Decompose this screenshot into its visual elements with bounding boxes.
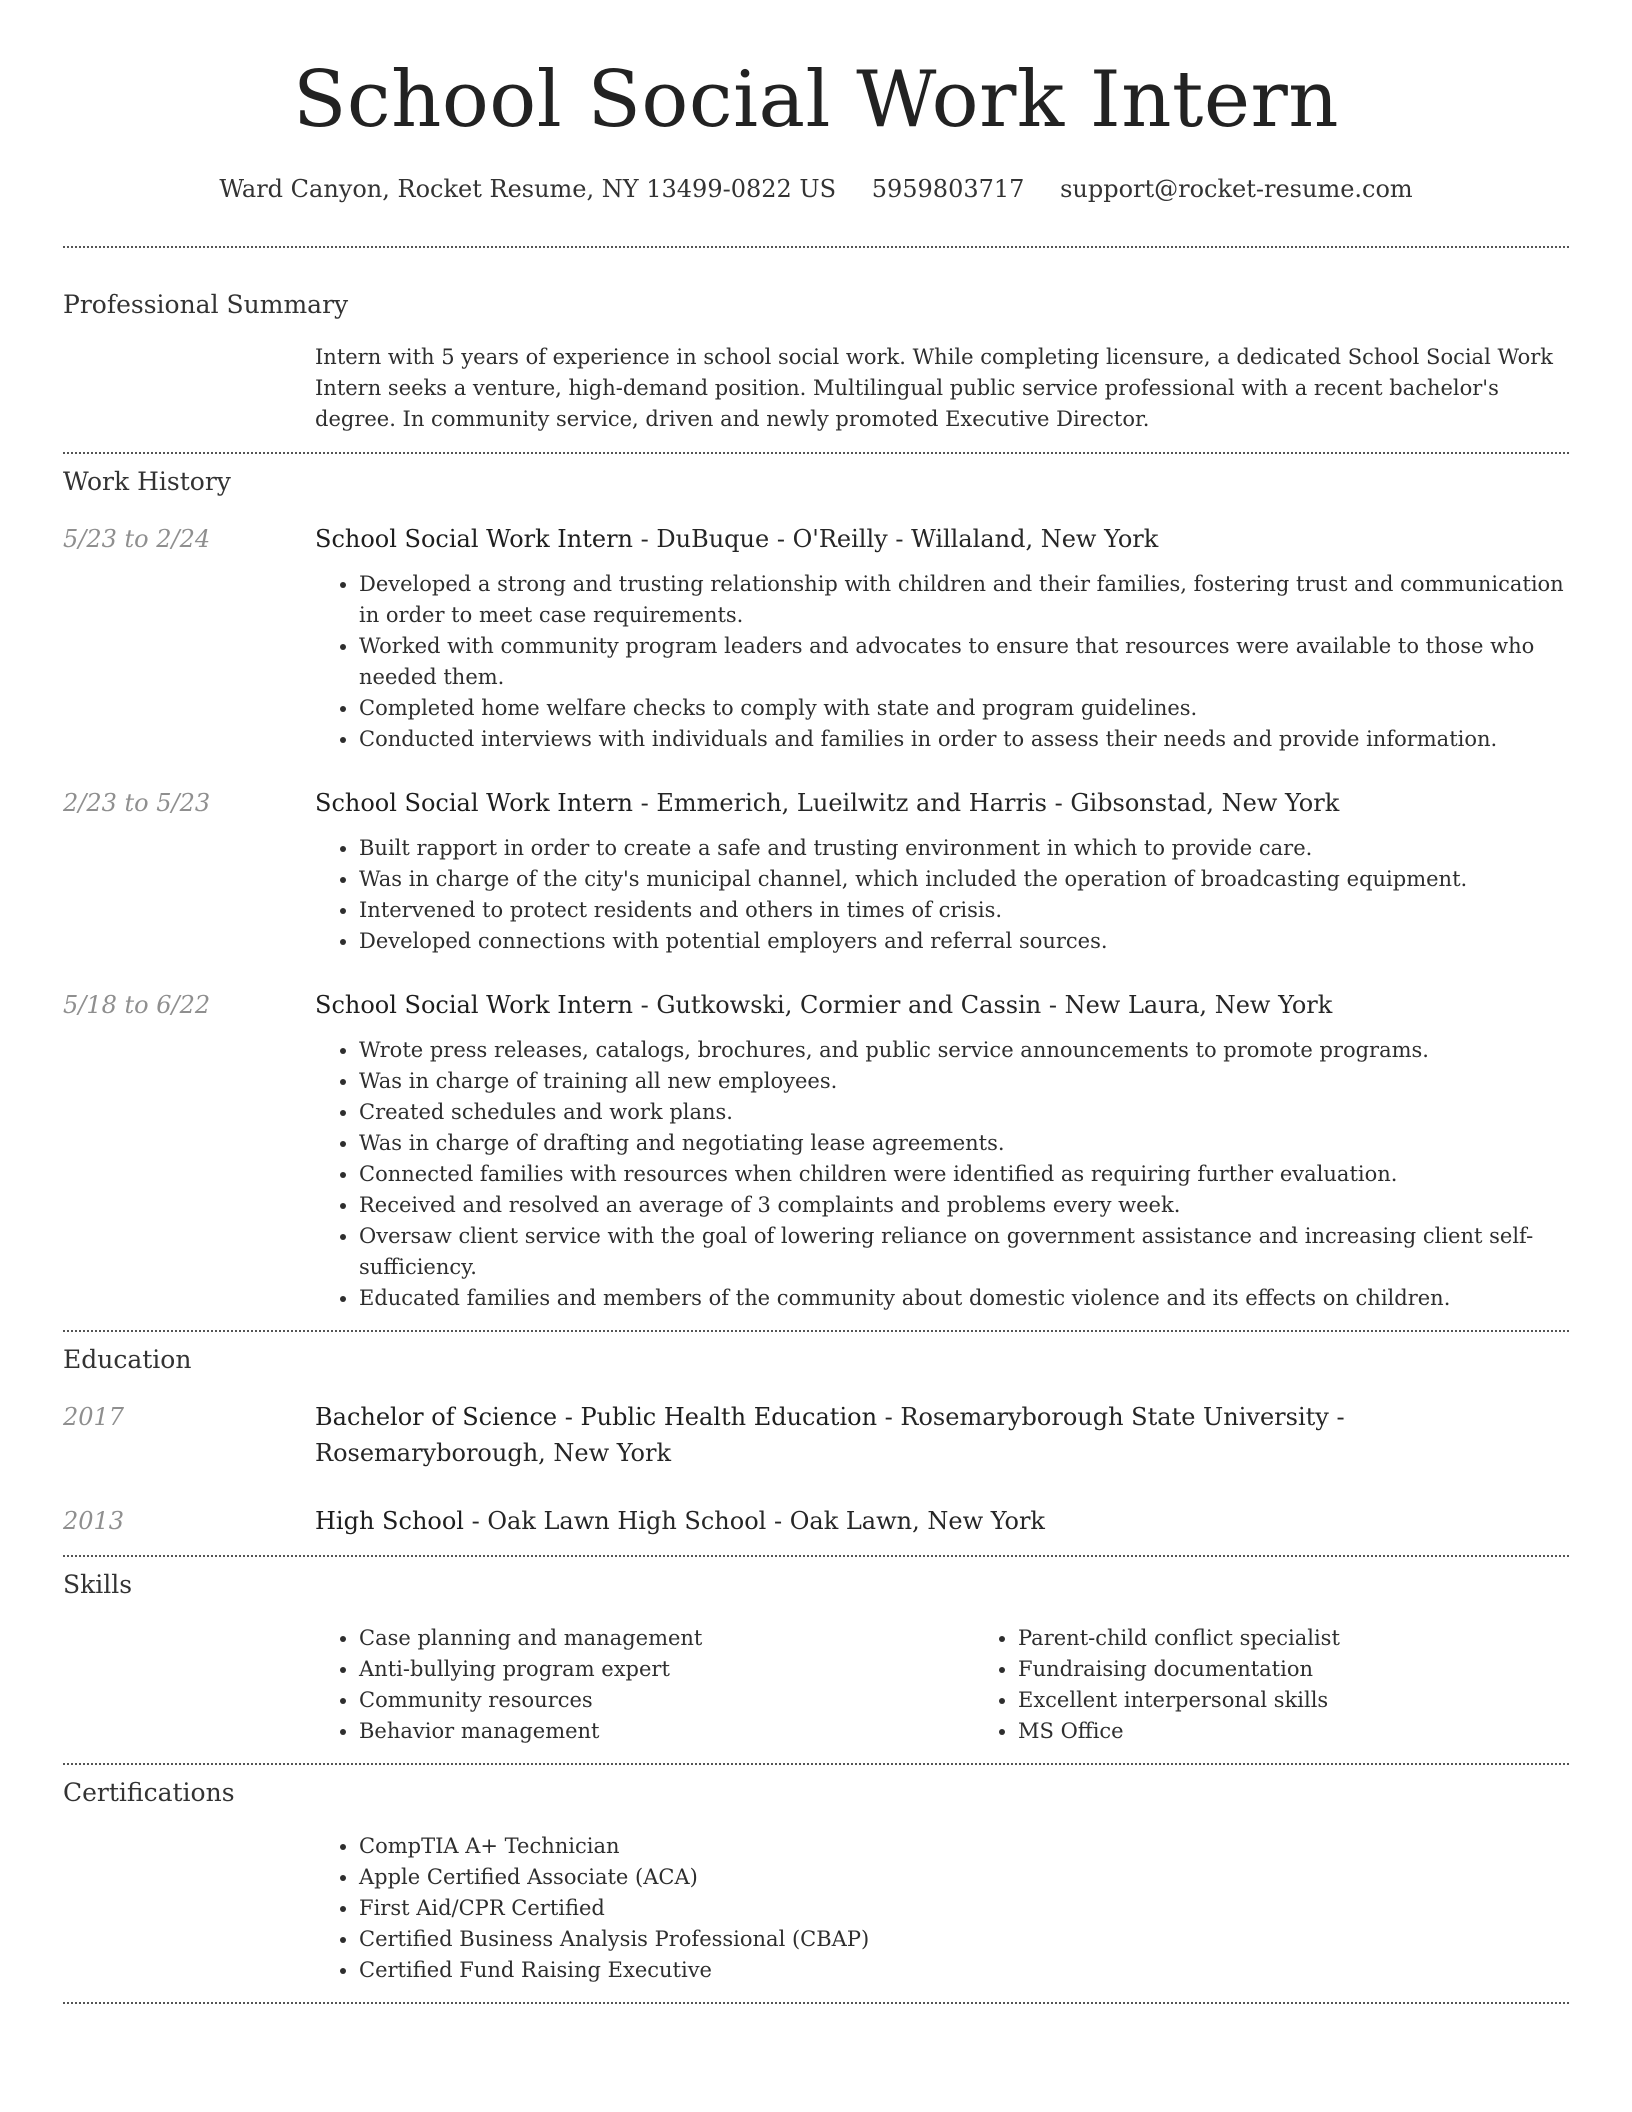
education-year: 2013: [63, 1507, 125, 1535]
education-detail: [315, 1503, 1569, 1539]
job-bullets: [315, 1035, 1569, 1314]
job-employer: - DuBuque - O'Reilly - Willaland, New York: [633, 525, 1159, 553]
certifications-list: [315, 1831, 1569, 1986]
degree: High School: [315, 1507, 464, 1535]
candidate-name: School Social Work Intern: [292, 55, 1340, 145]
contact-address: Ward Canyon, Rocket Resume, NY 13499-0822 US: [219, 175, 837, 203]
summary-section: [63, 248, 1569, 435]
list-item: • Educated families and members of the community about domestic violence and its effects on children.: [359, 1283, 1569, 1314]
degree: Bachelor of Science - Public Health Education: [315, 1403, 878, 1431]
skill-item: • Case planning and management: [359, 1623, 974, 1654]
job-title: [315, 987, 1569, 1023]
education-section: [63, 1332, 1569, 1539]
job-bullets: [315, 833, 1569, 957]
list-item: • Built rapport in order to create a safe and trusting environment in which to provide care.: [359, 833, 1569, 864]
education-entry: [63, 1503, 1569, 1539]
skill-item: • Anti-bullying program expert: [359, 1654, 974, 1685]
education-year: 2017: [63, 1403, 125, 1431]
contact-email: support@rocket-resume.com: [1060, 175, 1413, 203]
certification-item: • CompTIA A+ Technician: [359, 1831, 1569, 1862]
list-item: • Conducted interviews with individuals and families in order to assess their needs and provide information.: [359, 724, 1569, 755]
certification-item: • Apple Certified Associate (ACA): [359, 1862, 1569, 1893]
certification-item: • Certified Fund Raising Executive: [359, 1955, 1569, 1986]
list-item: • Received and resolved an average of 3 complaints and problems every week.: [359, 1190, 1569, 1221]
skill-item: • MS Office: [1018, 1716, 1632, 1747]
work-section: [63, 454, 1569, 1314]
job-title: [315, 521, 1569, 557]
job-entry: [63, 521, 1569, 755]
list-item: • Oversaw client service with the goal of lowering reliance on government assistance and increasing client self-sufficiency.: [359, 1221, 1569, 1283]
job-role: School Social Work Intern: [315, 789, 634, 817]
divider: [63, 2002, 1569, 2004]
school: - Oak Lawn High School - Oak Lawn, New York: [463, 1507, 1045, 1535]
certification-item: • First Aid/CPR Certified: [359, 1893, 1569, 1924]
skill-item: • Parent-child conflict specialist: [1018, 1623, 1632, 1654]
certifications-section: [63, 1765, 1569, 1986]
job-employer: - Gutkowski, Cormier and Cassin - New Laura, New York: [633, 991, 1333, 1019]
certification-item: • Certified Business Analysis Professional (CBAP): [359, 1924, 1569, 1955]
list-item: • Created schedules and work plans.: [359, 1097, 1569, 1128]
school: - Rosemaryborough State University - Rosemaryborough, New York: [315, 1403, 1345, 1467]
list-item: • Intervened to protect residents and others in times of crisis.: [359, 895, 1569, 926]
job-bullets: [315, 569, 1569, 755]
contact-phone: 5959803717: [871, 175, 1025, 203]
list-item: • Connected families with resources when children were identified as requiring further evaluation.: [359, 1159, 1569, 1190]
list-item: • Was in charge of drafting and negotiating lease agreements.: [359, 1128, 1569, 1159]
list-item: • Worked with community program leaders and advocates to ensure that resources were available to those who needed them.: [359, 631, 1569, 693]
job-role: School Social Work Intern: [315, 525, 634, 553]
skills-list: [315, 1623, 1569, 1747]
list-item: • Was in charge of training all new employees.: [359, 1066, 1569, 1097]
job-dates: 2/23 to 5/23: [63, 789, 211, 817]
section-title: Skills: [63, 1570, 133, 1599]
job-title: [315, 785, 1569, 821]
education-detail: [315, 1399, 1569, 1471]
list-item: • Developed a strong and trusting relationship with children and their families, fostering trust and communication in order to meet case requirements.: [359, 569, 1569, 631]
section-title: Professional Summary: [63, 290, 349, 319]
skill-item: • Fundraising documentation: [1018, 1654, 1632, 1685]
section-title: Education: [63, 1345, 192, 1374]
list-item: • Wrote press releases, catalogs, brochures, and public service announcements to promote programs.: [359, 1035, 1569, 1066]
section-title: Certifications: [63, 1778, 235, 1807]
skills-section: [63, 1557, 1569, 1747]
job-entry: [63, 987, 1569, 1314]
skill-item: • Community resources: [359, 1685, 974, 1716]
job-role: School Social Work Intern: [315, 991, 634, 1019]
job-dates: 5/23 to 2/24: [63, 525, 211, 553]
skills-column-left: [315, 1623, 974, 1747]
skill-item: • Behavior management: [359, 1716, 974, 1747]
education-entry: [63, 1399, 1569, 1471]
job-entry: [63, 785, 1569, 957]
skills-column-right: [974, 1623, 1632, 1747]
list-item: • Developed connections with potential employers and referral sources.: [359, 926, 1569, 957]
job-employer: - Emmerich, Lueilwitz and Harris - Gibsonstad, New York: [633, 789, 1340, 817]
job-dates: 5/18 to 6/22: [63, 991, 211, 1019]
contact-line: [63, 172, 1569, 206]
section-title: Work History: [63, 467, 231, 496]
list-item: • Was in charge of the city's municipal channel, which included the operation of broadcasting equipment.: [359, 864, 1569, 895]
skill-item: • Excellent interpersonal skills: [1018, 1685, 1632, 1716]
list-item: • Completed home welfare checks to comply with state and program guidelines.: [359, 693, 1569, 724]
summary-text: Intern with 5 years of experience in school social work. While completing licensure, a dedicated School Social Work Intern seeks a venture, high-demand position. Multilingual public service professional with a recent bachelor's degree. In community service, driven and newly promoted Executive Director.: [315, 345, 1554, 431]
